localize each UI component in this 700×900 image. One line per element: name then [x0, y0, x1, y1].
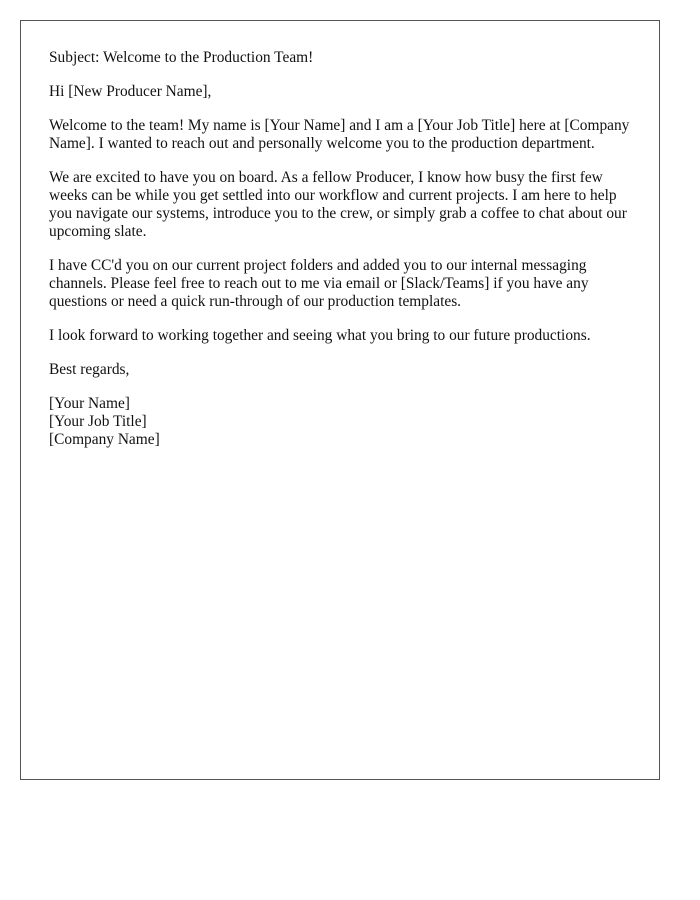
paragraph-welcome: Welcome to the team! My name is [Your Name] and I am a [Your Job Title] here at [Company Name]. I wanted to reach out and personally welcome you to the production department. [49, 117, 630, 152]
paragraph-onboarding: We are excited to have you on board. As a fellow Producer, I know how busy the first few weeks can be while you get settled into our workflow and current projects. I am here to help you navigate our systems, introduce you to the crew, or simply grab a coffee to chat about our upcoming slate. [49, 169, 627, 240]
letter-body [49, 49, 633, 465]
closing: Best regards, [49, 361, 130, 378]
paragraph-resources: I have CC'd you on our current project folders and added you to our internal messaging channels. Please feel free to reach out to me via email or [Slack/Teams] if you have any questions or need a quick run-through of our production templates. [49, 257, 589, 310]
signature-job-title: [Your Job Title] [49, 413, 147, 430]
subject-line: Subject: Welcome to the Production Team! [49, 49, 314, 66]
letter-frame [20, 20, 660, 780]
signature-name: [Your Name] [49, 395, 130, 412]
greeting: Hi [New Producer Name], [49, 83, 212, 100]
paragraph-closing-note: I look forward to working together and seeing what you bring to our future productions. [49, 327, 591, 344]
signature-company: [Company Name] [49, 431, 160, 448]
signature-block [49, 395, 633, 449]
